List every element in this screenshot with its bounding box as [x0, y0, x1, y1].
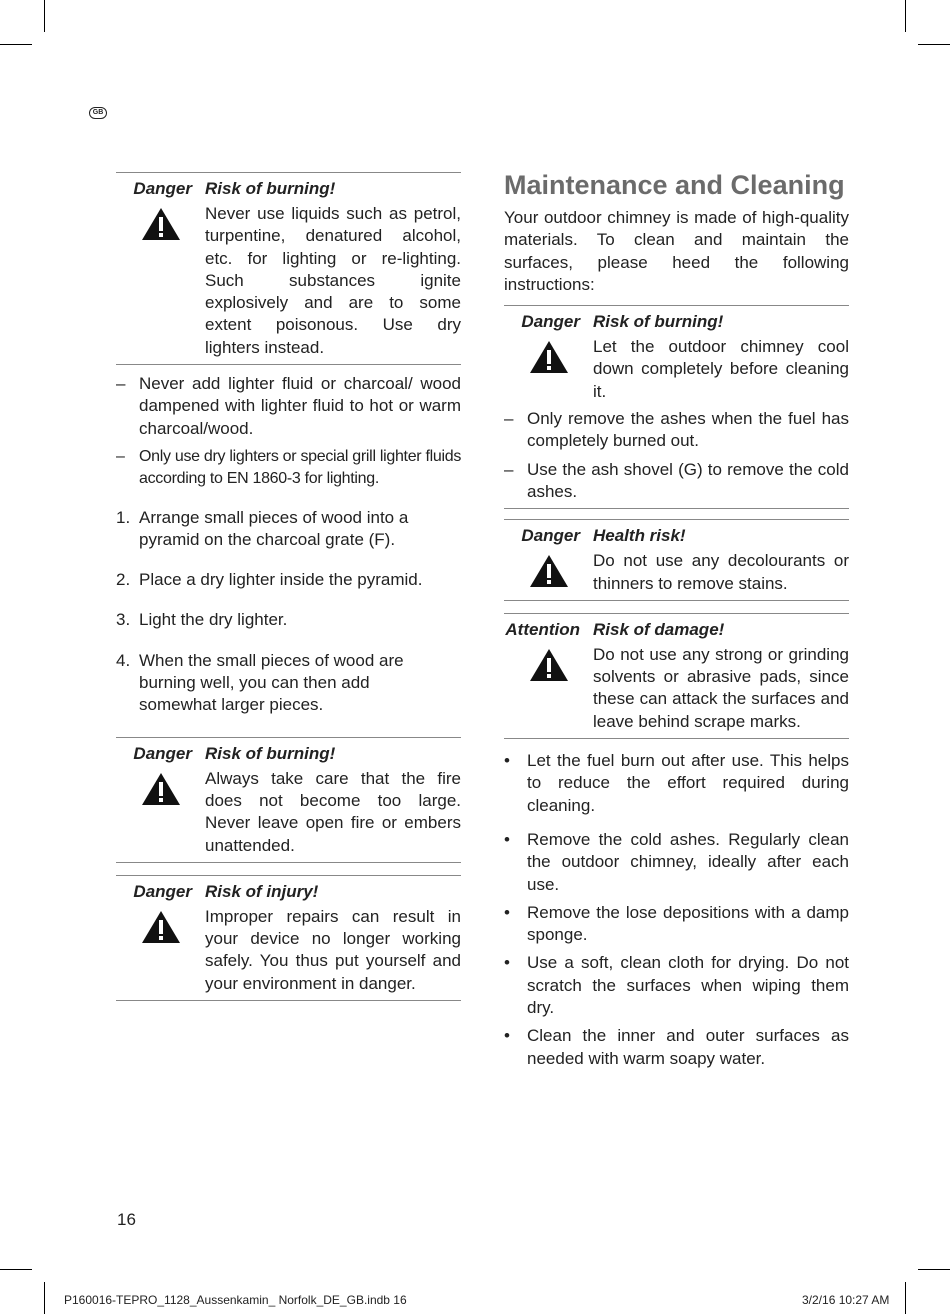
dash-list — [116, 373, 461, 490]
dash-marker: – — [116, 374, 126, 394]
warning-text: Let the outdoor chimney cool down completely before cleaning it. — [593, 337, 849, 401]
warning-text: Improper repairs can result in your device no longer working safely. You thus put yourself and your environment in danger. — [205, 906, 461, 993]
list-item: – Use the ash shovel (G) to remove the cold ashes. — [504, 459, 849, 504]
bullet-list — [504, 750, 849, 1070]
warning-box — [116, 875, 461, 1001]
warning-title: Risk of injury! — [205, 881, 319, 901]
list-item: – Only use dry lighters or special grill lighter fluids according to EN 1860-3 for lighting. — [116, 446, 461, 491]
warning-text: Do not use any strong or grinding solvents or abrasive pads, since these can attack the surfaces and leave behind scrape marks. — [593, 644, 849, 731]
bullet-marker: • — [504, 1026, 510, 1046]
warning-type: Attention — [505, 619, 580, 639]
crop-mark — [918, 44, 950, 45]
crop-mark — [905, 1282, 906, 1314]
warning-title: Risk of burning! — [593, 312, 724, 332]
warning-type: Danger — [133, 743, 192, 763]
warning-box — [504, 613, 849, 739]
list-item: • Remove the lose depositions with a damp sponge. — [504, 902, 849, 947]
warning-triangle-icon — [529, 340, 569, 374]
warning-type: Danger — [521, 526, 580, 546]
warning-triangle-icon — [141, 207, 181, 241]
language-badge: GB — [89, 107, 107, 119]
page-number: 16 — [117, 1210, 136, 1229]
warning-triangle-icon — [529, 554, 569, 588]
list-item: • Remove the cold ashes. Regularly clean the outdoor chimney, ideally after each use. — [504, 829, 849, 896]
warning-text: Do not use any decolourants or thinners to remove stains. — [593, 551, 849, 593]
bullet-marker: • — [504, 829, 510, 849]
crop-mark — [44, 1282, 45, 1314]
warning-box — [116, 737, 461, 863]
dash-marker: – — [504, 459, 514, 479]
right-column — [504, 168, 849, 1070]
crop-mark — [44, 0, 45, 32]
crop-mark — [0, 44, 32, 45]
left-column — [116, 172, 461, 1001]
footer-file: P160016-TEPRO_1128_Aussenkamin_ Norfolk_DE_GB.indb 16 — [64, 1293, 407, 1307]
bullet-marker: • — [504, 953, 510, 973]
warning-title: Health risk! — [593, 526, 686, 546]
bullet-marker: • — [504, 751, 510, 771]
warning-triangle-icon — [529, 648, 569, 682]
footer-date: 3/2/16 10:27 AM — [802, 1293, 890, 1307]
list-item: • Clean the inner and outer surfaces as needed with warm soapy water. — [504, 1025, 849, 1070]
step-item: 1. Arrange small pieces of wood into a pyramid on the charcoal grate (F). — [116, 507, 409, 549]
crop-mark — [918, 1269, 950, 1270]
dash-marker: – — [504, 409, 514, 429]
warning-box — [504, 519, 849, 601]
warning-type: Danger — [133, 881, 192, 901]
warning-box — [504, 305, 849, 509]
warning-type: Danger — [133, 179, 192, 198]
warning-box — [116, 172, 461, 365]
dash-marker: – — [116, 447, 125, 465]
step-item: 2. Place a dry lighter inside the pyramid. — [116, 570, 423, 590]
warning-triangle-icon — [141, 910, 181, 944]
warning-text: Always take care that the fire does not become too large. Never leave open fire or embers unattended. — [205, 768, 461, 855]
list-item: • Let the fuel burn out after use. This helps to reduce the effort required during cleaning. — [504, 750, 849, 817]
list-item: • Use a soft, clean cloth for drying. Do not scratch the surfaces when wiping them dry. — [504, 952, 849, 1019]
step-item: 3. Light the dry lighter. — [116, 610, 288, 630]
bullet-marker: • — [504, 902, 510, 922]
intro-paragraph: Your outdoor chimney is made of high-quality materials. To clean and maintain the surfaces, please heed the following instructions: — [504, 208, 849, 294]
section-heading: Maintenance and Cleaning — [504, 170, 845, 200]
crop-mark — [905, 0, 906, 32]
warning-text: Never use liquids such as petrol, turpentine, denatured alcohol, etc. for lighting or re-lighting. Such substances ignite explosively and are to some extent poisonous. Use dry lighters instead. — [205, 204, 461, 357]
warning-triangle-icon — [141, 772, 181, 806]
crop-mark — [0, 1269, 32, 1270]
list-item: – Only remove the ashes when the fuel has completely burned out. — [504, 408, 849, 453]
dash-list — [504, 408, 849, 503]
step-item: 4. When the small pieces of wood are burning well, you can then add somewhat larger pieces. — [116, 650, 404, 715]
warning-title: Risk of burning! — [205, 743, 336, 763]
numbered-steps — [116, 507, 461, 717]
list-item: – Never add lighter fluid or charcoal/ wood dampened with lighter fluid to hot or warm charcoal/wood. — [116, 373, 461, 440]
warning-title: Risk of damage! — [593, 619, 725, 639]
warning-title: Risk of burning! — [205, 179, 336, 198]
warning-type: Danger — [521, 312, 580, 332]
